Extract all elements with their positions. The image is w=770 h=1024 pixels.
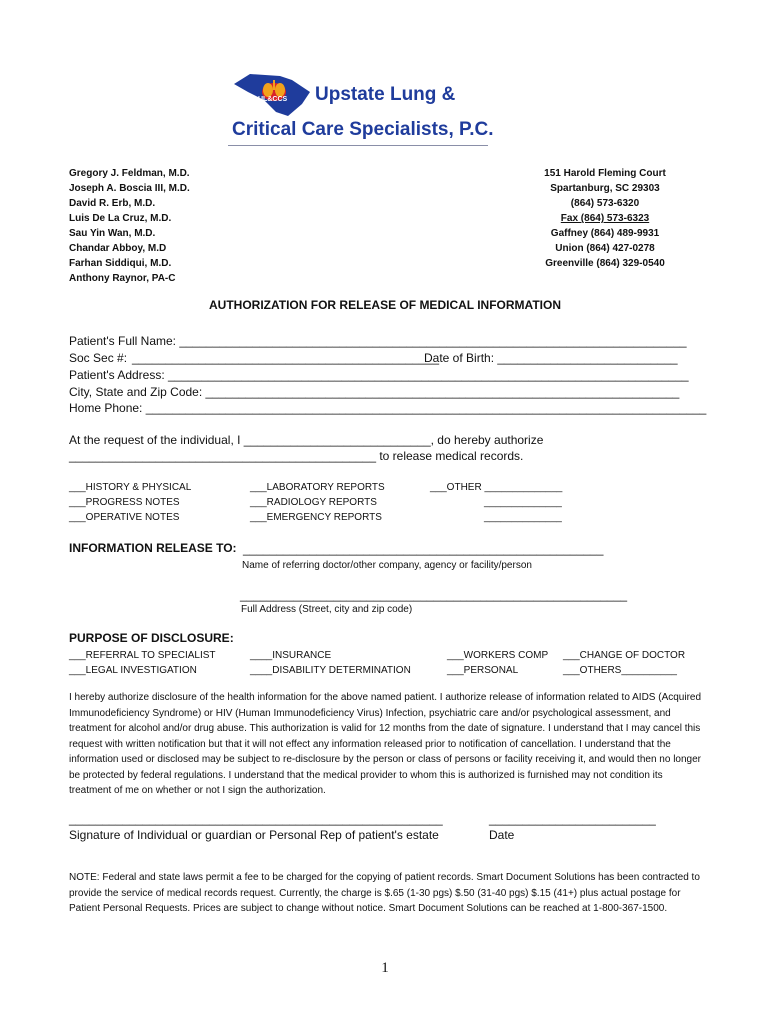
office-city: Spartanburg, SC 29303 — [550, 183, 660, 194]
office-contact — [520, 166, 690, 271]
patient-address-field[interactable]: Patient's Address: ______________________________________________________________________________ — [69, 368, 689, 382]
purpose-column-2 — [250, 648, 411, 678]
doctor-name: Sau Yin Wan, M.D. — [69, 228, 156, 239]
record-option[interactable]: ___EMERGENCY REPORTS — [250, 512, 382, 523]
office-gaffney: Gaffney (864) 489-9931 — [550, 228, 660, 239]
logo-divider — [228, 145, 488, 146]
city-state-zip-field[interactable]: City, State and Zip Code: _______________________________________________________________________ — [69, 385, 680, 399]
purpose-option[interactable]: ___PERSONAL — [447, 665, 519, 676]
purpose-label: PURPOSE OF DISCLOSURE: — [69, 631, 234, 645]
release-address-field[interactable]: __________________________________________________________ — [240, 588, 628, 602]
records-column-2 — [250, 480, 385, 525]
signature-field[interactable]: ________________________________________________________ — [69, 812, 443, 826]
doctor-name: Luis De La Cruz, M.D. — [69, 213, 172, 224]
record-option[interactable]: ___HISTORY & PHYSICAL — [69, 482, 192, 493]
office-phone: (864) 573-6320 — [570, 198, 640, 209]
south-carolina-map-icon — [230, 70, 320, 120]
logo-name-text: Upstate Lung — [315, 84, 437, 105]
patient-name-field[interactable]: Patient's Full Name: ____________________________________________________________________________ — [69, 334, 687, 348]
purpose-column-1 — [69, 648, 216, 678]
purpose-column-3 — [447, 648, 548, 678]
record-option[interactable]: ___OPERATIVE NOTES — [69, 512, 180, 523]
purpose-option[interactable]: ____DISABILITY DETERMINATION — [250, 665, 411, 676]
doctor-name: David R. Erb, M.D. — [69, 198, 156, 209]
ssn-label: Soc Sec #: — [69, 351, 128, 365]
purpose-option[interactable]: ___CHANGE OF DOCTOR — [563, 650, 686, 661]
purpose-option[interactable]: ___LEGAL INVESTIGATION — [69, 665, 197, 676]
record-other-blank[interactable]: ______________ — [484, 497, 562, 508]
authorization-paragraph: I hereby authorize disclosure of the health information for the above named patient. I authorize release of information related to AIDS (Acquired Immunodeficiency Syndrome) or HIV (Human Immunodeficiency Virus) Infection, psychiatric care and/or psychological assessment, and treatment for alcohol and/or drug abuse. This authorization is valid for 12 months from the date of signature. I understand that I may cancel this request with written notification but that it will not effect any information released prior to notification of cancellation. I understand that the information used or disclosed may be subject to re-disclosure by the person or class of persons or facility receiving it, and would then no longer be protected by federal regulations. I understand that the medical provider to whom this is authorized is furnished may not condition its treatment of me on whether or not I sign the authorization. — [69, 692, 702, 796]
purpose-option[interactable]: ___WORKERS COMP — [447, 650, 549, 661]
logo-name-line2: Critical Care Specialists, P.C. — [232, 119, 494, 140]
purpose-option[interactable]: ____INSURANCE — [250, 650, 332, 661]
doctor-name: Chandar Abboy, M.D — [69, 243, 167, 254]
doctor-name: Farhan Siddiqui, M.D. — [69, 258, 172, 269]
request-line-1[interactable]: At the request of the individual, I ____________________________, do hereby authorize — [69, 433, 544, 447]
release-to-label: INFORMATION RELEASE TO: — [69, 541, 237, 555]
dob-field[interactable]: Date of Birth: ___________________________ — [424, 351, 678, 365]
ssn-field[interactable]: ______________________________________________ — [132, 351, 439, 365]
purpose-column-4 — [563, 648, 685, 678]
date-label: Date — [489, 828, 515, 842]
record-option[interactable]: ___PROGRESS NOTES — [69, 497, 180, 508]
logo-badge-text: UL&CCS — [258, 96, 288, 103]
record-option[interactable]: ___RADIOLOGY REPORTS — [250, 497, 377, 508]
doctor-name: Joseph A. Boscia III, M.D. — [69, 183, 190, 194]
doctor-list — [69, 166, 190, 286]
fee-note: NOTE: Federal and state laws permit a fee to be charged for the copying of patient records. Smart Document Solutions has been contracted to provide the service of medical records request. Currently, the charge is $.65 (1-30 pgs) $.50 (31-40 pgs) $.15 (41+) plus actual postage for Patient Personal Requests. Prices are subject to change without notice. Smart Document Solutions can be reached at 1-800-367-1500. — [69, 872, 700, 914]
release-address-caption: Full Address (Street, city and zip code) — [241, 604, 413, 615]
office-greenville: Greenville (864) 329-0540 — [545, 258, 665, 269]
request-line-2[interactable]: ______________________________________________ to release medical records. — [69, 449, 524, 463]
release-name-caption: Name of referring doctor/other company, agency or facility/person — [242, 560, 532, 571]
doctor-name: Anthony Raynor, PA-C — [69, 273, 176, 284]
release-name-field[interactable]: ______________________________________________________ — [243, 542, 604, 556]
record-other-blank[interactable]: ______________ — [484, 512, 562, 523]
purpose-option[interactable]: ___OTHERS__________ — [563, 665, 677, 676]
purpose-option[interactable]: ___REFERRAL TO SPECIALIST — [69, 650, 216, 661]
record-option-other[interactable]: ___OTHER ______________ — [430, 482, 563, 493]
form-title: AUTHORIZATION FOR RELEASE OF MEDICAL INFORMATION — [209, 298, 561, 312]
logo-name-line1 — [315, 84, 455, 106]
home-phone-field[interactable]: Home Phone: ____________________________________________________________________________________ — [69, 401, 707, 415]
doctor-name: Gregory J. Feldman, M.D. — [69, 168, 190, 179]
signature-label: Signature of Individual or guardian or Personal Rep of patient's estate — [69, 828, 439, 842]
office-street: 151 Harold Fleming Court — [544, 168, 666, 179]
office-union: Union (864) 427-0278 — [555, 243, 655, 254]
page-number: 1 — [381, 960, 389, 976]
record-option[interactable]: ___LABORATORY REPORTS — [250, 482, 385, 493]
date-field[interactable]: _________________________ — [489, 812, 656, 826]
records-column-1 — [69, 480, 191, 525]
logo-ampersand: & — [441, 84, 456, 105]
office-fax: Fax (864) 573-6323 — [560, 213, 650, 224]
